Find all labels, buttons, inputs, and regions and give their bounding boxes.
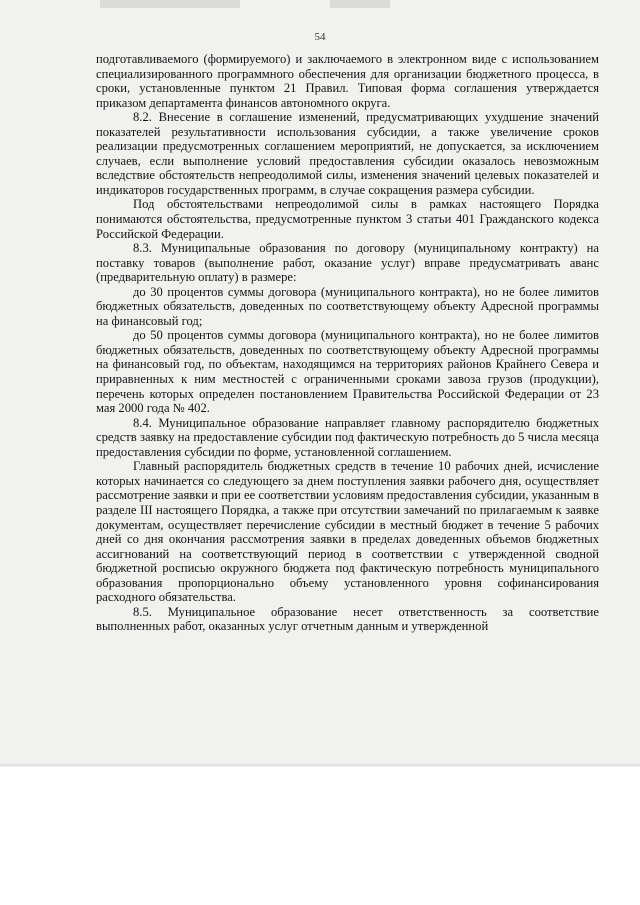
paragraph: Главный распорядитель бюджетных средств в течение 10 рабочих дней, исчисление которых начинается со следующего за днем поступления заявки рабочего дня, осуществляет рассмотрение заявки и при ее соответствии условиям предоставления субсидии, указанным в разделе III настоящего Порядка, а также при отсутствии замечаний по прилагаемым к заявке документам, осуществляет перечисление субсидии в местный бюджет в течение 5 рабочих дней со дня окончания рассмотрения заявки в пределах доведенных объемов бюджетных ассигнований на соответствующий период в соответствии с утвержденной сводной бюджетной росписью окружного бюджета под фактическую потребность муниципального образования пропорционально объему установленного уровня софинансирования расходного обязательства. — [96, 459, 599, 605]
paragraph: до 30 процентов суммы договора (муниципального контракта), но не более лимитов бюджетных обязательств, доведенных по соответствующему объекту Адресной программы на финансовый год; — [96, 284, 599, 328]
paragraph: 8.3. Муниципальные образования по договору (муниципальному контракту) на поставку товаров (выполнение работ, оказание услуг) вправе предусматривать аванс (предварительную оплату) в размере: — [96, 241, 599, 285]
paragraph: 8.4. Муниципальное образование направляет главному распорядителю бюджетных средств заявку на предоставление субсидии под фактическую потребность до 5 числа месяца предоставления субсидии по форме, установленной соглашением. — [96, 415, 599, 459]
paragraph: 8.5. Муниципальное образование несет ответственность за соответствие выполненных работ, оказанных услуг отчетным данным и утвержденной — [96, 604, 599, 634]
paragraph: до 50 процентов суммы договора (муниципального контракта), но не более лимитов бюджетных обязательств, доведенных по соответствующему объекту Адресной программы на финансовый год, по объектам, находящимся на территориях районов Крайнего Севера и приравненных к ним местностей с ограниченными сроками завоза грузов (продукции), перечень которых определен постановлением Правительства Российской Федерации от 23 мая 2000 года № 402. — [96, 328, 599, 416]
document-body — [96, 52, 599, 634]
page-number: 54 — [314, 31, 326, 43]
paragraph: 8.2. Внесение в соглашение изменений, предусматривающих ухудшение значений показателей результативности использования субсидии, а также увеличение сроков реализации предусмотренных соглашением мероприятий, не допускается, за исключением случаев, если выполнение условий предоставления субсидии оказалось невозможным вследствие обстоятельств непреодолимой силы, изменения значений целевых показателей и индикаторов государственных программ, в случае сокращения размера субсидии. — [96, 110, 599, 197]
paragraph: подготавливаемого (формируемого) и заключаемого в электронном виде с использованием специализированного программного обеспечения для организации бюджетного процесса, в сроки, установленные пунктом 21 Правил. Типовая форма соглашения утверждается приказом департамента финансов автономного округа. — [96, 52, 599, 110]
paragraph: Под обстоятельствами непреодолимой силы в рамках настоящего Порядка понимаются обстоятельства, предусмотренные пунктом 3 статьи 401 Гражданского кодекса Российской Федерации. — [96, 197, 599, 241]
scan-bottom-edge — [0, 764, 640, 767]
scan-shadow — [100, 0, 240, 8]
scan-shadow — [330, 0, 390, 8]
